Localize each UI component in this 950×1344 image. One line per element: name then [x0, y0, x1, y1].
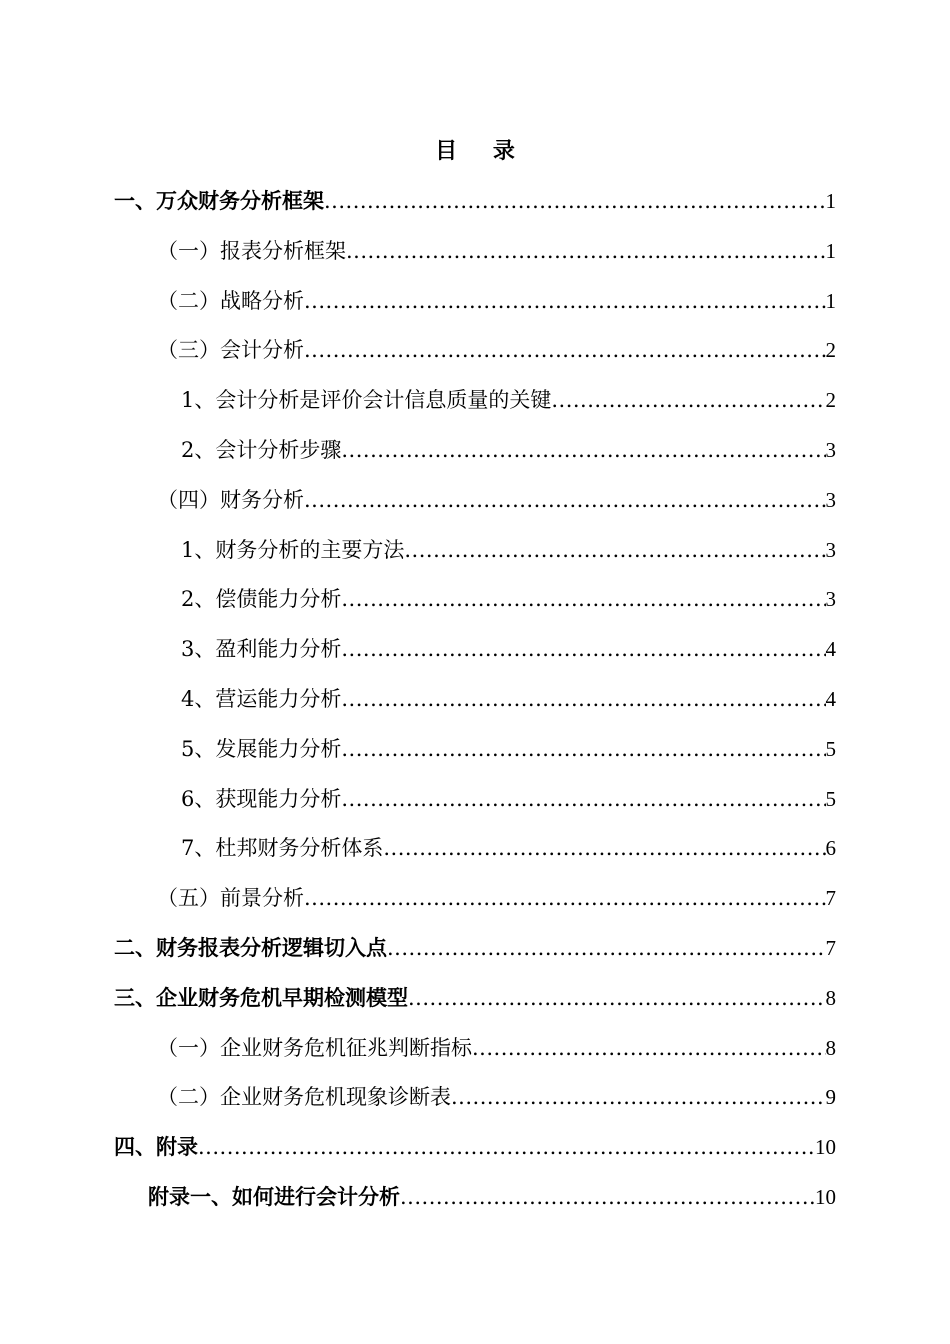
- toc-entry-text: 四、附录: [114, 1134, 198, 1160]
- toc-entry-text: 2、会计分析步骤: [181, 437, 342, 462]
- toc-entry[interactable]: [0, 926, 950, 976]
- toc-entry[interactable]: [0, 577, 950, 627]
- toc-dot-leader: [451, 1075, 826, 1119]
- toc-entry[interactable]: [0, 179, 950, 229]
- toc-page-number: 3: [825, 537, 836, 562]
- toc-entry[interactable]: [0, 328, 950, 378]
- toc-dot-leader: [341, 577, 825, 621]
- toc-page-number: 1: [825, 238, 836, 263]
- toc-page-number: 4: [825, 637, 836, 662]
- toc-page-number: 1: [825, 189, 836, 213]
- toc-entry-text: 附录一、如何进行会计分析: [148, 1183, 400, 1209]
- toc-page-number: 2: [825, 338, 836, 363]
- toc-page-number: 1: [825, 288, 836, 313]
- toc-entry[interactable]: [0, 229, 950, 279]
- toc-entry-text: （四）财务分析: [157, 487, 304, 512]
- toc-entry-text: 1、会计分析是评价会计信息质量的关键: [181, 388, 552, 413]
- toc-page-number: 5: [825, 786, 836, 811]
- toc-dot-leader: [408, 976, 826, 1020]
- page-title: 目 录: [435, 138, 529, 164]
- toc-entry[interactable]: [0, 428, 950, 478]
- toc-entry[interactable]: [0, 727, 950, 777]
- toc-page-number: 5: [825, 736, 836, 761]
- toc-entry-text: （三）会计分析: [157, 338, 304, 363]
- toc-entry[interactable]: [0, 876, 950, 926]
- toc-entry-text: 一、万众财务分析框架: [114, 188, 324, 213]
- toc-entry-text: （五）前景分析: [157, 886, 304, 911]
- toc-page-number: 10: [815, 1184, 836, 1209]
- toc-dot-leader: [198, 1125, 815, 1169]
- table-of-contents: [0, 179, 950, 1225]
- toc-entry[interactable]: [0, 1175, 950, 1225]
- toc-entry-text: 三、企业财务危机早期检测模型: [114, 984, 408, 1010]
- toc-entry[interactable]: [0, 677, 950, 727]
- toc-dot-leader: [346, 229, 826, 273]
- toc-entry-text: （二）战略分析: [157, 288, 304, 313]
- toc-dot-leader: [341, 677, 825, 721]
- toc-dot-leader: [324, 179, 826, 223]
- toc-entry[interactable]: [0, 1125, 950, 1175]
- toc-entry[interactable]: [0, 528, 950, 578]
- toc-page-number: 4: [825, 686, 836, 711]
- toc-entry[interactable]: [0, 1075, 950, 1125]
- toc-entry-text: （二）企业财务危机现象诊断表: [157, 1085, 451, 1110]
- toc-entry-text: 1、财务分析的主要方法: [181, 537, 405, 562]
- toc-entry-text: （一）企业财务危机征兆判断指标: [157, 1035, 472, 1060]
- toc-entry-text: 3、盈利能力分析: [181, 637, 342, 662]
- toc-dot-leader: [387, 926, 826, 970]
- toc-entry[interactable]: [0, 627, 950, 677]
- toc-entry-text: 5、发展能力分析: [181, 736, 342, 761]
- toc-dot-leader: [404, 528, 825, 572]
- toc-page-number: 9: [825, 1085, 836, 1110]
- toc-page-number: 8: [825, 1035, 836, 1060]
- toc-entry[interactable]: [0, 478, 950, 528]
- toc-page-number: 6: [825, 836, 836, 861]
- toc-dot-leader: [472, 1026, 826, 1070]
- toc-entry-text: （一）报表分析框架: [157, 238, 346, 263]
- toc-entry-text: 7、杜邦财务分析体系: [181, 836, 384, 861]
- toc-page-number: 2: [825, 388, 836, 413]
- toc-dot-leader: [304, 478, 826, 522]
- toc-dot-leader: [341, 727, 825, 771]
- toc-entry-text: 二、财务报表分析逻辑切入点: [114, 934, 387, 960]
- toc-entry-text: 6、获现能力分析: [181, 786, 342, 811]
- toc-dot-leader: [304, 279, 826, 323]
- toc-entry[interactable]: [0, 777, 950, 827]
- toc-entry[interactable]: [0, 1026, 950, 1076]
- toc-dot-leader: [304, 876, 826, 920]
- toc-entry-text: 2、偿债能力分析: [181, 587, 342, 612]
- toc-page-number: 8: [825, 985, 836, 1010]
- toc-entry[interactable]: [0, 378, 950, 428]
- toc-page-number: 7: [825, 935, 836, 960]
- toc-entry[interactable]: [0, 976, 950, 1026]
- toc-entry[interactable]: [0, 279, 950, 329]
- toc-dot-leader: [383, 826, 825, 870]
- toc-page-number: 10: [815, 1135, 836, 1160]
- toc-page-number: 3: [825, 487, 836, 512]
- toc-dot-leader: [551, 378, 825, 422]
- toc-dot-leader: [304, 328, 826, 372]
- toc-page-number: 3: [825, 587, 836, 612]
- toc-page-number: 7: [825, 886, 836, 911]
- toc-dot-leader: [341, 627, 825, 671]
- toc-entry-text: 4、营运能力分析: [181, 686, 342, 711]
- toc-dot-leader: [341, 777, 825, 821]
- toc-entry[interactable]: [0, 826, 950, 876]
- toc-dot-leader: [341, 428, 825, 472]
- toc-page-number: 3: [825, 437, 836, 462]
- toc-dot-leader: [400, 1175, 815, 1219]
